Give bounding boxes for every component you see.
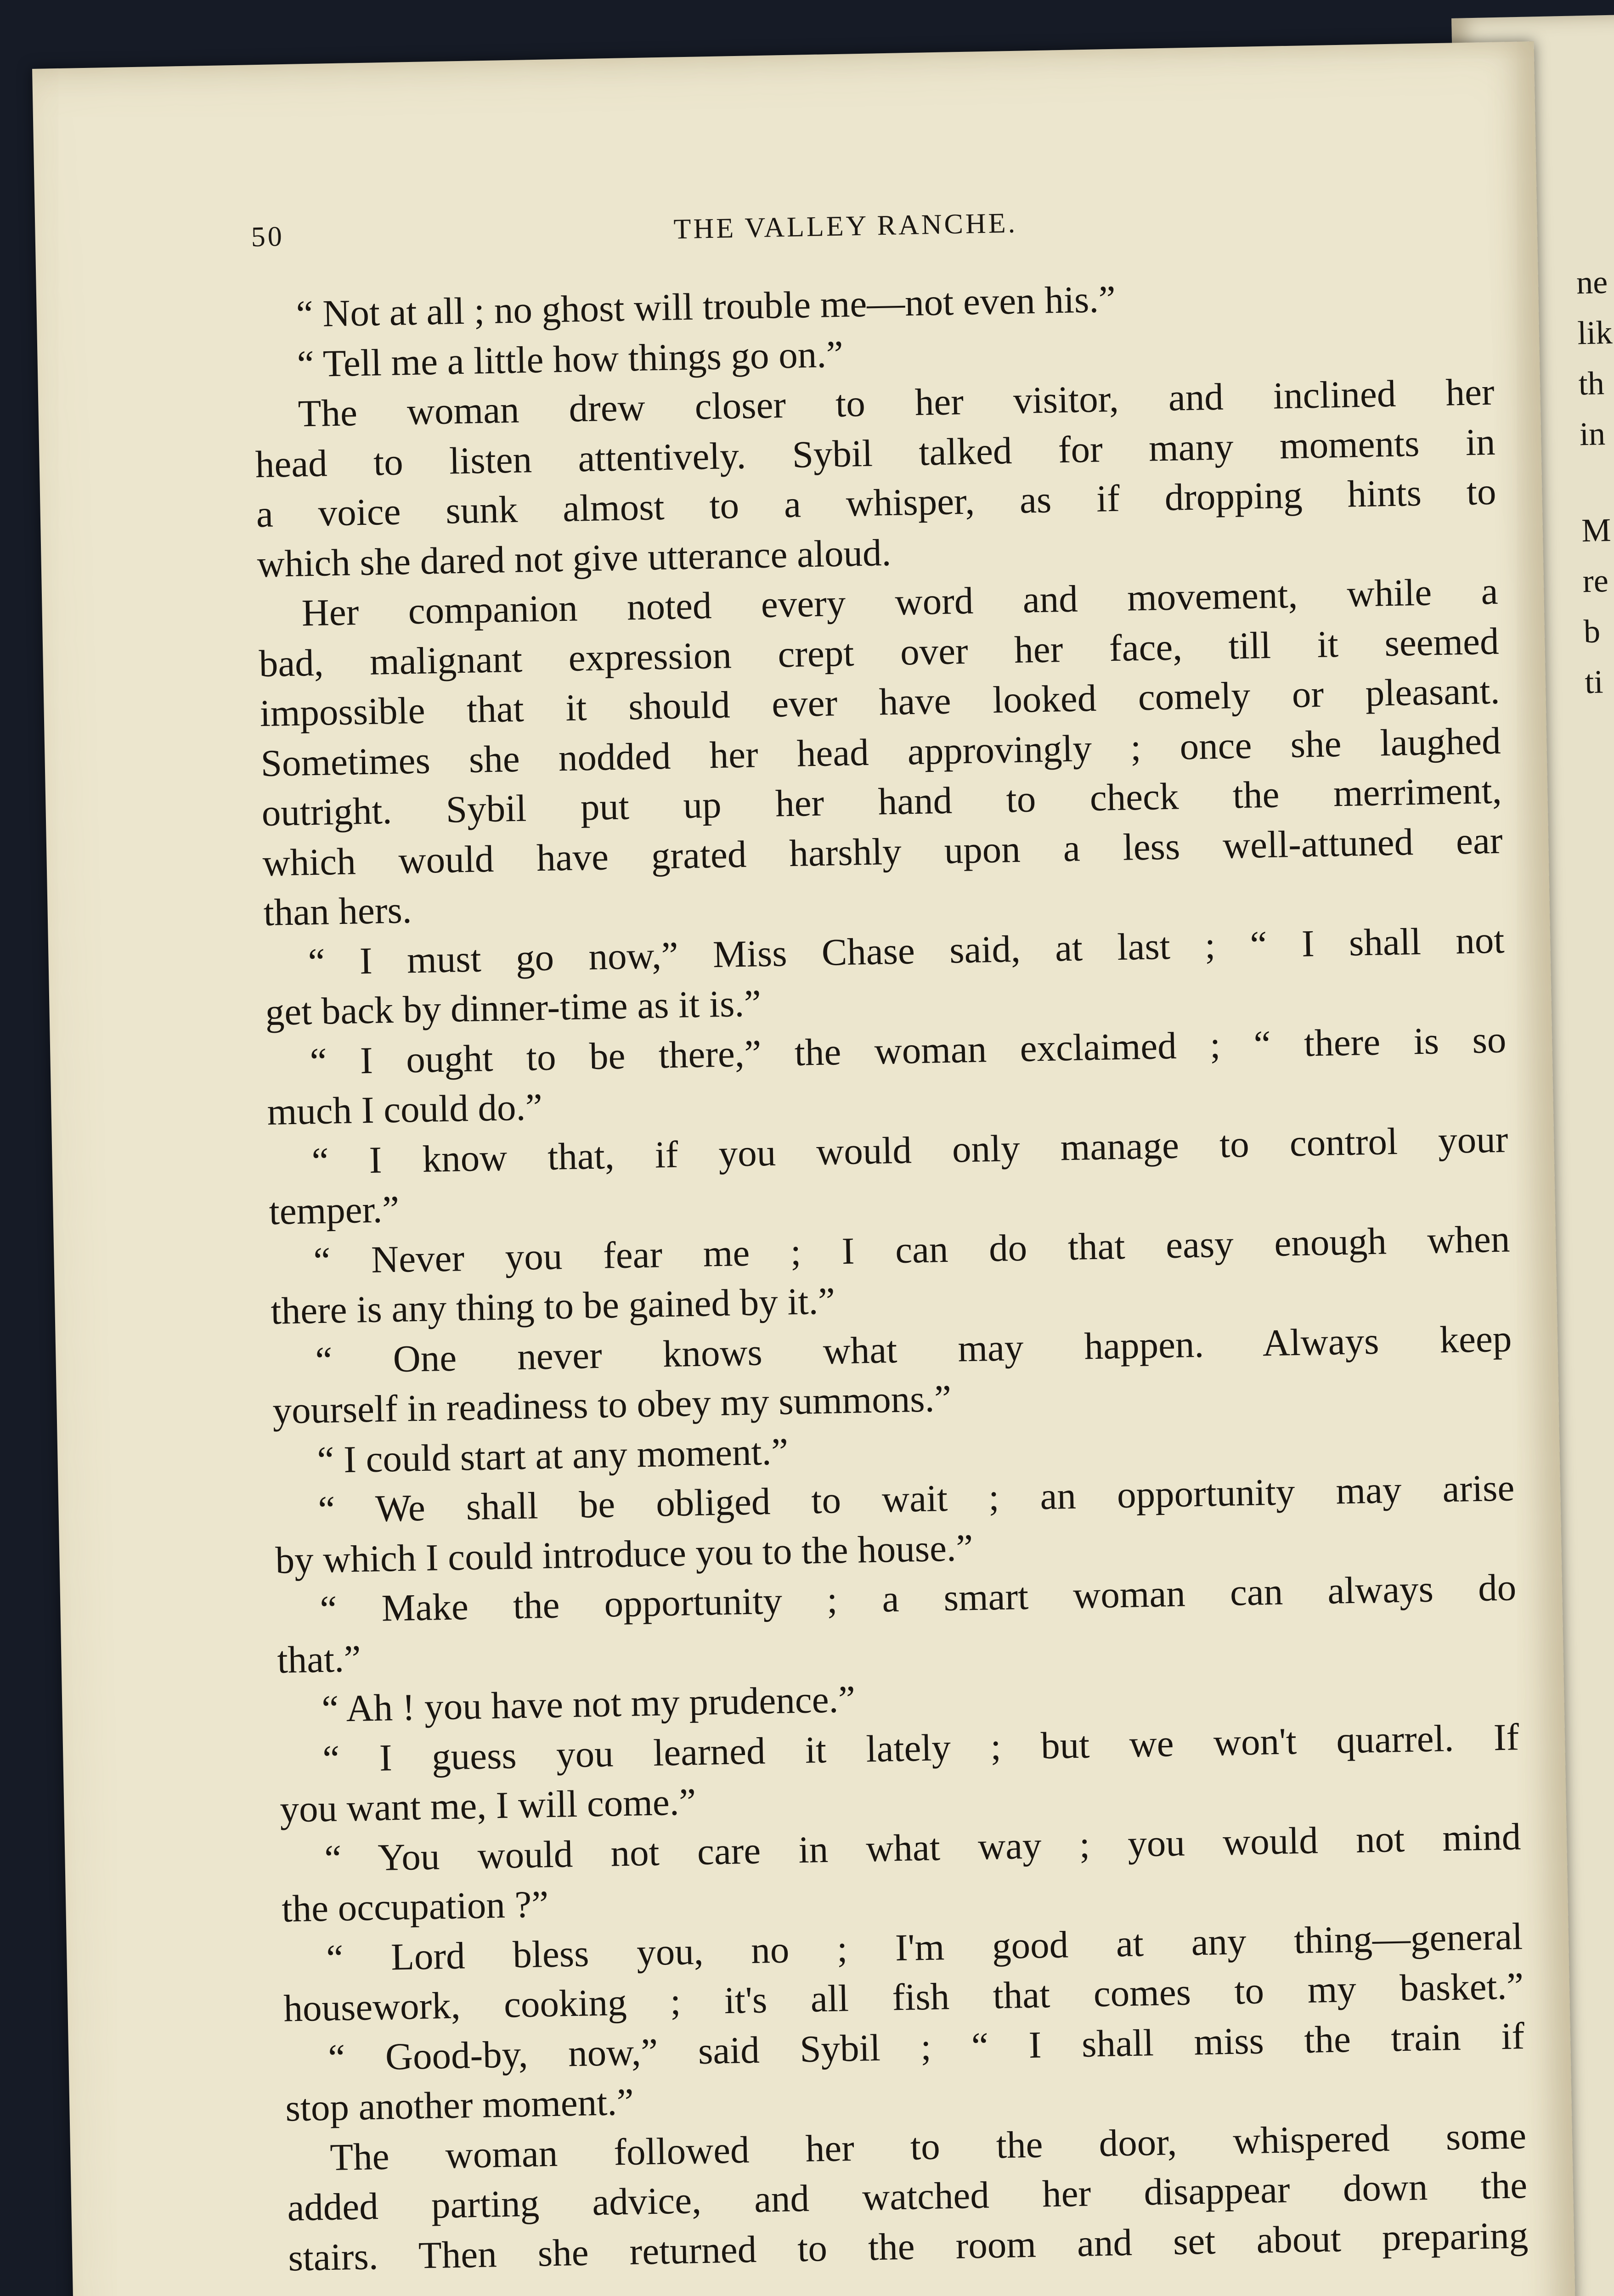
text-line: by which I could introduce you to the house.” (275, 1526, 974, 1581)
text-line: which she dared not give utterance aloud. (256, 531, 892, 585)
text-line: “ I ought to be there,” the woman exclaimed ; “ there is so (309, 1018, 1507, 1082)
text-line: “ Good-by, now,” said Sybil ; “ I shall miss the train if (327, 2014, 1525, 2079)
text-line: bad, malignant expression crept over her face, till it seemed (258, 619, 1500, 685)
text-line: stop another moment.” (285, 2080, 634, 2129)
text-line: a voice sunk almost to a whisper, as if dropping hints to (255, 470, 1497, 535)
text-line: outright. Sybil put up her hand to check the merriment, (261, 769, 1502, 834)
text-line: Her companion noted every word and movement, while a (301, 569, 1499, 634)
text-line: The woman followed her to the door, whispered some (329, 2114, 1527, 2178)
text-line: impossible that it should ever have looked comely or pleasant. (259, 669, 1501, 735)
text-line: “ I must go now,” Miss Chase said, at last ; “ I shall not (307, 918, 1505, 983)
text-line: The woman drew closer to her visitor, and inclined her (298, 370, 1495, 435)
text-line: added parting advice, and watched her disappear down the (287, 2164, 1528, 2229)
next-page-fragment: in (1579, 415, 1606, 453)
text-line: which would have grated harshly upon a less well-attuned ear (262, 819, 1503, 884)
text-line: much I could do.” (266, 1086, 543, 1133)
text-line: Sometimes she nodded her head approvingly ; once she laughed (260, 719, 1501, 784)
text-line: temper.” (268, 1187, 400, 1232)
next-page-fragment: b (1583, 613, 1601, 650)
text-line: there is any thing to be gained by it.” (270, 1279, 835, 1332)
next-page-fragment: lik (1577, 314, 1613, 352)
next-page-fragment: ne (1576, 264, 1608, 301)
text-line: “ Lord bless you, no ; I'm good at any thing—general (326, 1914, 1523, 1979)
text-line: the occupation ?” (281, 1883, 549, 1930)
text-line: housework, cooking ; it's all fish that comes to my basket.” (283, 1964, 1524, 2030)
text-line: than hers. (263, 889, 412, 934)
text-line: “ You would not care in what way ; you would not mind (324, 1815, 1521, 1880)
running-head (251, 198, 1491, 253)
running-title: THE VALLEY RANCHE. (673, 207, 1018, 245)
text-line: “ I know that, if you would only manage to control your (311, 1118, 1509, 1182)
text-line: “ Ah ! you have not my prudence.” (321, 1677, 856, 1730)
text-line: head to listen attentively. Sybil talked for many moments in (255, 420, 1496, 485)
text-line: “ One never knows what may happen. Always keep (315, 1317, 1512, 1381)
text-line: “ Tell me a little how things go on.” (297, 332, 844, 385)
text-line: “ I guess you learned it lately ; but we won't quarrel. If (322, 1715, 1519, 1780)
text-line: “ I could start at any moment.” (316, 1429, 789, 1481)
next-page-fragment: M (1581, 511, 1612, 549)
text-line: “ We shall be obliged to wait ; an opportunity may arise (317, 1466, 1515, 1531)
text-line: stairs. Then she returned to the room and set about preparing (288, 2213, 1529, 2279)
body-text (252, 267, 1529, 2283)
text-line: “ Never you fear me ; I can do that easy enough when (313, 1217, 1511, 1282)
text-line: yourself in readiness to obey my summons.” (272, 1377, 952, 1432)
next-page-fragment: th (1578, 365, 1605, 402)
book-page (32, 41, 1578, 2296)
text-line: you want me, I will come.” (279, 1780, 697, 1830)
text-line: “ Not at all ; no ghost will trouble me—not even his.” (296, 277, 1116, 335)
text-line: get back by dinner-time as it is.” (265, 982, 762, 1034)
text-line: “ Make the opportunity ; a smart woman can always do (319, 1566, 1517, 1631)
text-line: that.” (277, 1637, 361, 1681)
page-number: 50 (251, 221, 285, 253)
next-page-fragment: re (1582, 562, 1609, 600)
next-page-fragment: ti (1584, 663, 1604, 701)
